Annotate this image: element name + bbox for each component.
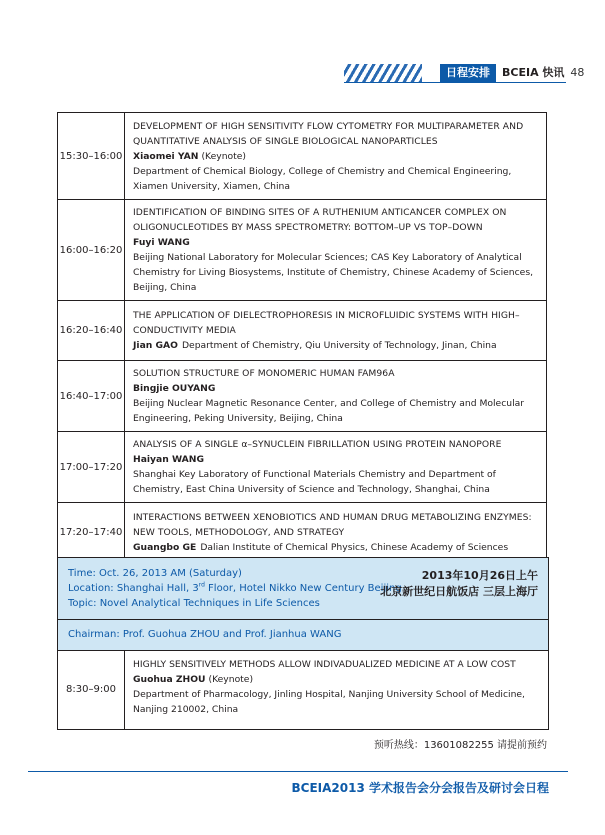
speaker-role: (Keynote) [201, 150, 246, 162]
session-info-cn [380, 568, 538, 600]
session-header [58, 558, 548, 620]
speaker-line [133, 338, 546, 353]
affiliation: Dalian Institute of Chemical Physics, Chinese Academy of Sciences [200, 542, 509, 553]
table-row [58, 200, 547, 301]
talk-title: HIGHLY SENSITIVELY METHODS ALLOW INDIVADUALIZED MEDICINE AT A LOW COST [133, 659, 516, 670]
speaker-line [133, 235, 546, 250]
header-rule [344, 82, 566, 83]
table-row [58, 432, 547, 503]
time-cell: 16:00–16:20 [58, 200, 125, 301]
speaker-name: Jian GAO [133, 340, 178, 351]
affiliation: Department of Chemistry, Qiu University of Technology, Jinan, China [181, 340, 497, 351]
table-row [58, 503, 547, 563]
location-sup: rd [198, 581, 205, 589]
speaker-line [133, 540, 546, 555]
speaker-line [133, 672, 545, 687]
talk-title: ANALYSIS OF A SINGLE α–SYNUCLEIN FIBRILLATION USING PROTEIN NANOPORE [133, 439, 502, 450]
session-date-cn: 2013年10月26日上午 [421, 569, 538, 582]
time-cell: 17:00–17:20 [58, 432, 125, 503]
session-topic: Topic: Novel Analytical Techniques in Life Sciences [68, 598, 320, 609]
session-time: Time: Oct. 26, 2013 AM (Saturday) [68, 568, 242, 579]
session-box [57, 557, 549, 730]
speaker-name: Fuyi WANG [133, 237, 190, 248]
hotline-text: 预听热线：13601082255 请提前预约 [373, 740, 547, 751]
footer-rule [28, 771, 568, 772]
speaker-line [133, 381, 546, 396]
affiliation: Beijing Nuclear Magnetic Resonance Center, and College of Chemistry and Molecular Engineering, Peking University, Beijing, China [133, 398, 525, 424]
time-cell: 15:30–16:00 [58, 113, 125, 200]
session-location [68, 581, 402, 596]
talk-cell [125, 361, 547, 432]
table-row [58, 113, 547, 200]
talk-cell [125, 503, 547, 563]
speaker-name: Guangbo GE [133, 542, 197, 553]
time-cell: 16:40–17:00 [58, 361, 125, 432]
talk-cell [125, 301, 547, 361]
talk-cell [133, 657, 545, 717]
talk-title: IDENTIFICATION OF BINDING SITES OF A RUTHENIUM ANTICANCER COMPLEX ON OLIGONUCLEOTIDES BY MASS SPECTROMETRY: BOTTOM–UP VS TOP–DOWN [133, 207, 507, 233]
time-cell: 17:20–17:40 [58, 503, 125, 563]
time-cell: 16:20–16:40 [58, 301, 125, 361]
speaker-line [133, 149, 546, 164]
affiliation: Department of Chemical Biology, College of Chemistry and Chemical Engineering, Xiamen University, Xiamen, China [133, 165, 512, 192]
publication-title [502, 64, 584, 82]
session-info [68, 566, 402, 611]
speaker-name: Haiyan WANG [133, 454, 205, 465]
affiliation: Shanghai Key Laboratory of Functional Materials Chemistry and Department of Chemistry, East China University of Science and Technology, Shanghai, China [133, 469, 496, 495]
speaker-role: (Keynote) [208, 674, 254, 685]
footer-title: BCEIA2013 学术报告会分会报告及研讨会日程 [291, 781, 549, 795]
affiliation: Department of Pharmacology, Jinling Hospital, Nanjing University School of Medicine, Nanjing 210002, China [133, 689, 525, 715]
publication-name: BCEIA 快讯 [502, 66, 565, 79]
schedule-table [57, 112, 547, 563]
talk-title: DEVELOPMENT OF HIGH SENSITIVITY FLOW CYTOMETRY FOR MULTIPARAMETER AND QUANTITATIVE ANALYSIS OF SINGLE BIOLOGICAL NANOPARTICLES [133, 120, 524, 147]
page-header [344, 64, 585, 82]
session-location-cn: 北京新世纪日航饭店 三层上海厅 [380, 585, 538, 598]
table-row [58, 651, 548, 729]
time-cell: 8:30–9:00 [58, 651, 125, 729]
talk-cell [125, 113, 547, 200]
chairman-text: Chairman: Prof. Guohua ZHOU and Prof. Jianhua WANG [68, 629, 342, 640]
decorative-stripes [344, 64, 422, 82]
talk-title: SOLUTION STRUCTURE OF MONOMERIC HUMAN FAM96A [133, 368, 395, 379]
talk-cell [125, 200, 547, 301]
session-chairman [58, 620, 548, 651]
table-row [58, 361, 547, 432]
speaker-name: Bingjie OUYANG [133, 383, 216, 394]
speaker-name: Guohua ZHOU [133, 674, 206, 685]
talk-cell [125, 432, 547, 503]
location-suffix: Floor, Hotel Nikko New Century Beijing [204, 583, 402, 594]
speaker-line [133, 452, 546, 467]
section-tag: 日程安排 [440, 64, 496, 82]
speaker-name: Xiaomei YAN [133, 150, 199, 162]
page-number: 48 [570, 66, 585, 79]
location-prefix: Location: Shanghai Hall, 3 [68, 583, 199, 594]
talk-title: THE APPLICATION OF DIELECTROPHORESIS IN MICROFLUIDIC SYSTEMS WITH HIGH–CONDUCTIVITY MEDIA [133, 310, 520, 336]
affiliation: Beijing National Laboratory for Molecular Sciences; CAS Key Laboratory of Analytical Chemistry for Living Biosystems, Institute of Chemistry, Chinese Academy of Sciences, Beijing, China [133, 252, 534, 293]
talk-title: INTERACTIONS BETWEEN XENOBIOTICS AND HUMAN DRUG METABOLIZING ENZYMES: NEW TOOLS, METHODOLOGY, AND STRATEGY [133, 512, 532, 538]
table-row [58, 301, 547, 361]
